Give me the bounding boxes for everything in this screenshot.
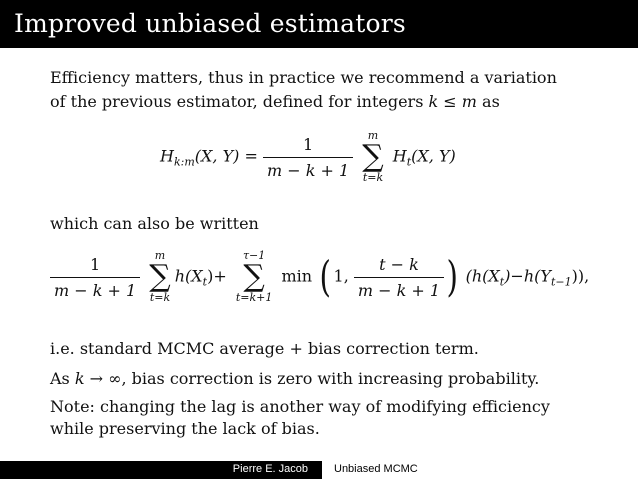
slide-body-lower [50,336,610,440]
eq2-fraction [50,255,140,300]
eq2-frac-den: m − k + 1 [54,280,137,300]
footer-title-panel [322,461,638,479]
eq2-frac-num: 1 [50,255,140,278]
footer-bar [0,461,638,479]
paragraph-rewrite-block [50,212,610,236]
eq2-right-paren: ) [446,252,459,301]
eq1-frac-num: 1 [263,135,353,158]
eq2-tail-a: (h(X [465,266,500,286]
eq2-tail-b-sub: t−1 [550,275,572,289]
eq1-sum-symbol: ∑ [362,139,384,174]
eq1-lhs: H [160,146,174,166]
eq2-tail-b: )−h(Y [504,266,551,286]
eq2-term1-end: )+ [207,266,227,286]
eq1-term: H [392,146,407,166]
eq2-frac2-den: m − k + 1 [357,280,441,300]
paragraph-note-line1: Note: changing the lag is another way of modifying efficiency [50,397,550,416]
eq2-term1-sub: t [202,275,208,289]
intro-prefix: of the previous estimator, defined for integers [50,92,429,111]
eq1-frac-den: m − k + 1 [266,160,350,180]
eq1-sum [362,130,383,184]
intro-math: k ≤ m [428,92,477,111]
eq1-term-sub: t [406,155,412,169]
bias-prefix: As [50,369,75,388]
eq2-fraction2 [354,255,444,300]
eq1-sum-top: m [367,129,379,142]
eq2-one: 1, [333,266,349,286]
paragraph-bias-correction [50,366,610,392]
eq2-sum1-top: m [154,249,166,262]
intro-suffix: as [476,92,500,111]
eq2-sum2 [236,250,273,304]
bias-suffix: , bias correction is zero with increasing probability. [121,369,540,388]
paragraph-intro-line2 [50,90,610,114]
eq2-min: min [281,266,313,286]
equation-estimator [160,130,456,184]
eq2-sum2-symbol: ∑ [243,259,265,294]
footer-author-panel [0,461,322,479]
paragraph-intro-line1: Efficiency matters, thus in practice we recommend a variation [50,68,557,87]
footer-author: Pierre E. Jacob [232,463,308,475]
eq2-term1: h(X [174,266,203,286]
title-bar [0,0,638,48]
eq1-sum-bottom: t=k [362,171,384,184]
eq1-lhs-sub: k:m [173,155,195,169]
eq2-sum1-symbol: ∑ [149,259,171,294]
paragraph-rewrite: which can also be written [50,214,259,233]
eq2-sum2-bottom: t=k+1 [235,291,273,304]
paragraph-mcmc-average: i.e. standard MCMC average + bias correction term. [50,339,479,358]
eq2-sum1-bottom: t=k [149,291,171,304]
eq2-left-paren: ( [319,252,332,301]
eq2-tail-c: )), [571,266,590,286]
eq1-lhs-args: (X, Y) = [194,146,258,166]
paragraph-note-line2: while preserving the lack of bias. [50,419,320,438]
eq2-sum2-top: τ−1 [242,249,266,262]
equation-rewritten [50,250,589,304]
eq2-frac2-num: t − k [354,255,444,278]
footer-short-title: Unbiased MCMC [334,463,418,475]
eq2-sum1 [149,250,170,304]
slide-body [50,66,610,114]
bias-math: k → ∞ [74,369,122,388]
eq2-tail-a-sub: t [499,275,505,289]
slide-title: Improved unbiased estimators [14,9,406,38]
eq1-term-args: (X, Y) [411,146,456,166]
eq1-fraction [263,135,353,180]
